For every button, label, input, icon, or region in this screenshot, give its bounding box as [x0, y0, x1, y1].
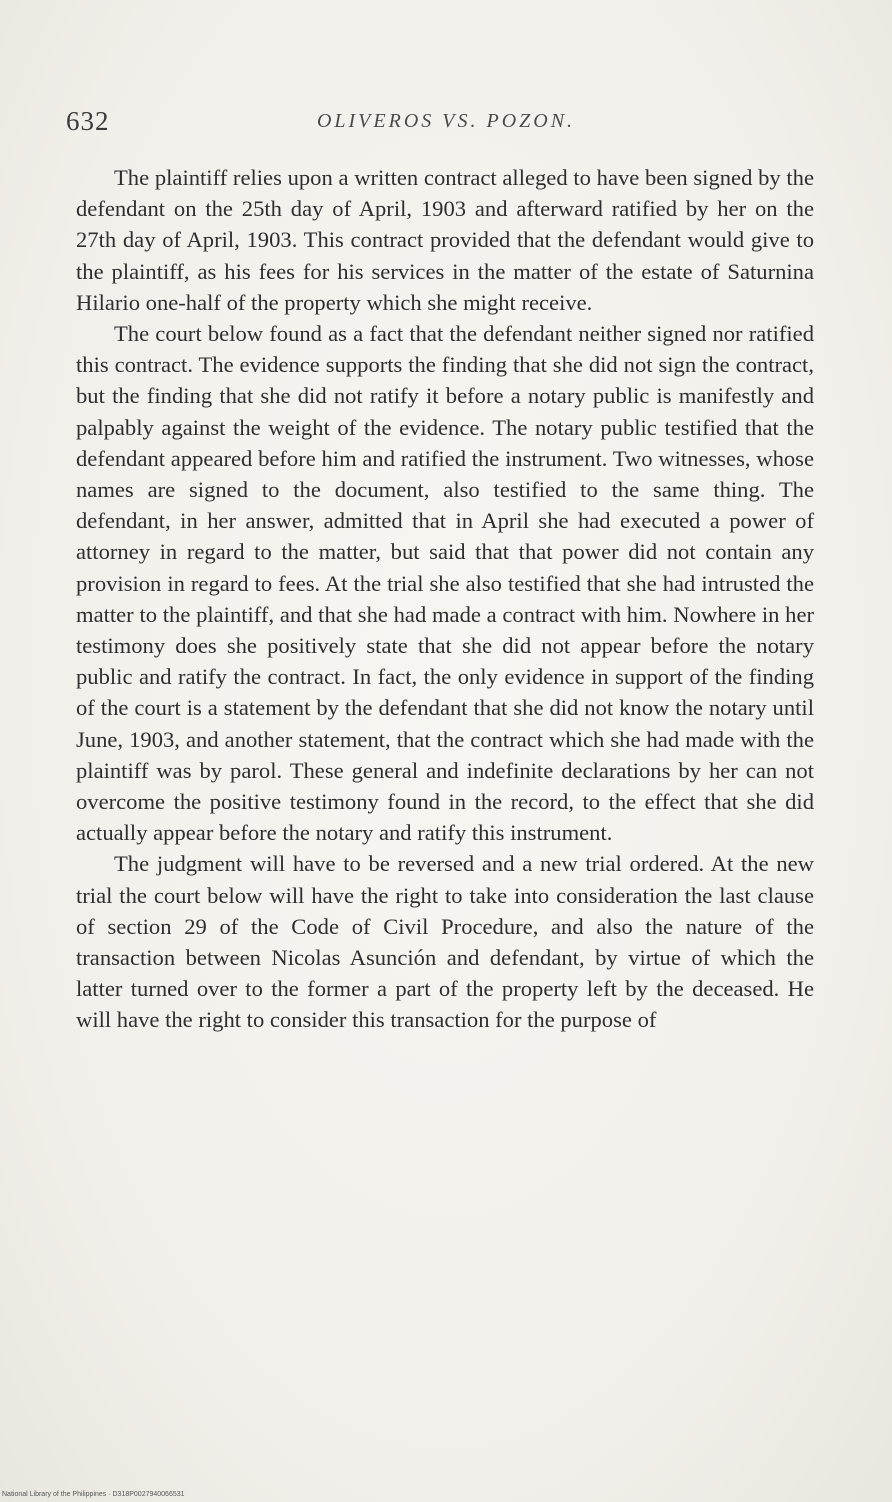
page-number: 632: [66, 106, 110, 136]
paragraph: The plaintiff relies upon a written contract alleged to have been signed by the defendant on the 25th day of April, 1903 and afterward ratified by her on the 27th day of April, 1903. This contract provided that the defendant would give to the plaintiff, as his fees for his services in the matter of the estate of Saturnina Hilario one-half of the property which she might receive.: [76, 165, 814, 315]
page-header: [66, 106, 826, 142]
scan-credit: National Library of the Philippines · D318P0027940066531: [2, 1491, 185, 1498]
body-text: [76, 162, 814, 1036]
running-title: OLIVEROS VS. POZON.: [316, 110, 576, 132]
paragraph: The judgment will have to be reversed and a new trial ordered. At the new trial the court below will have the right to take into consideration the last clause of section 29 of the Code of Civil Procedure, and also the nature of the transaction between Nicolas Asunción and defendant, by virtue of which the latter turned over to the former a part of the property left by the deceased. He will have the right to consider this transaction for the purpose of: [76, 851, 814, 1033]
paragraph: The court below found as a fact that the defendant neither signed nor ratified this contract. The evidence supports the finding that she did not sign the contract, but the finding that she did not ratify it before a notary public is manifestly and palpably against the weight of the evidence. The notary public testified that the defendant appeared before him and ratified the instrument. Two witnesses, whose names are signed to the document, also testified to the same thing. The defendant, in her answer, admitted that in April she had executed a power of attorney in regard to the matter, but said that that power did not contain any provision in regard to fees. At the trial she also testified that she had intrusted the matter to the plaintiff, and that she had made a contract with him. Nowhere in her testimony does she positively state that she did not appear before the notary public and ratify the contract. In fact, the only evidence in support of the finding of the court is a statement by the defendant that she did not know the notary until June, 1903, and another statement, that the contract which she had made with the plaintiff was by parol. These general and indefinite declarations by her can not overcome the positive testimony found in the record, to the effect that she did actually appear before the notary and ratify this instrument.: [76, 321, 814, 846]
